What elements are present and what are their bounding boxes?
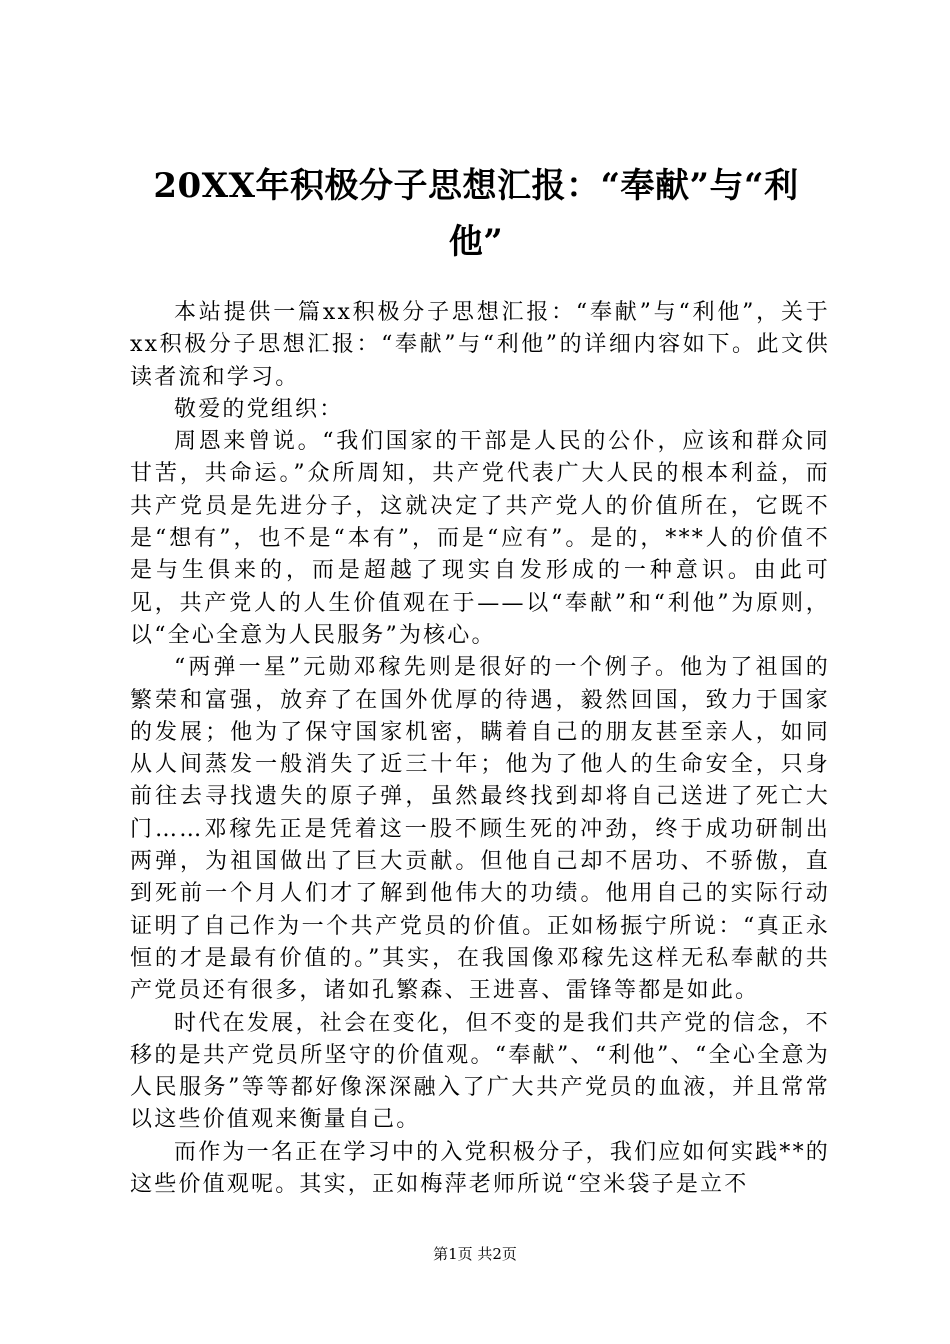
- body-paragraph: 周恩来曾说。“我们国家的干部是人民的公仆，应该和群众同甘苦，共命运。”众所周知，共产党代表广大人民的根本利益，而共产党员是先进分子，这就决定了共产党人的价值所在，它既不是“想有”，也不是“本有”，而是“应有”。是的，***人的价值不是与生俱来的，而是超越了现实自发形成的一种意识。由此可见，共产党人的人生价值观在于——以“奉献”和“利他”为原则，以“全心全意为人民服务”为核心。: [130, 429, 830, 648]
- document-title: 20XX年积极分子思想汇报：“奉献”与“利他”: [153, 166, 799, 262]
- intro-paragraph: 本站提供一篇xx积极分子思想汇报：“奉献”与“利他”，关于xx积极分子思想汇报：“奉献”与“利他”的详细内容如下。此文供读者流和学习。: [130, 300, 830, 390]
- document-body: [130, 297, 830, 1201]
- body-paragraph: 时代在发展，社会在变化，但不变的是我们共产党的信念，不移的是共产党员所坚守的价值观。“奉献”、“利他”、“全心全意为人民服务”等等都好像深深融入了广大共产党员的血液，并且常常以这些价值观来衡量自己。: [130, 1010, 830, 1133]
- page-number-footer: 第1页 共2页: [433, 1245, 517, 1263]
- body-paragraph: 而作为一名正在学习中的入党积极分子，我们应如何实践**的这些价值观呢。其实，正如梅萍老师所说“空米袋子是立不: [130, 1139, 830, 1198]
- body-paragraph: “两弹一星”元勋邓稼先则是很好的一个例子。他为了祖国的繁荣和富强，放弃了在国外优厚的待遇，毅然回国，致力于国家的发展；他为了保守国家机密，瞒着自己的朋友甚至亲人，如同从人间蒸发一般消失了近三十年；他为了他人的生命安全，只身前往去寻找遗失的原子弹，虽然最终找到却将自己送进了死亡大门……邓稼先正是凭着这一股不顾生死的冲劲，终于成功研制出两弹，为祖国做出了巨大贡献。但他自己却不居功、不骄傲，直到死前一个月人们才了解到他伟大的功绩。他用自己的实际行动证明了自己作为一个共产党员的价值。正如杨振宁所说：“真正永恒的才是最有价值的。”其实，在我国像邓稼先这样无私奉献的共产党员还有很多，诸如孔繁森、王进喜、雷锋等都是如此。: [130, 655, 830, 1004]
- salutation: 敬爱的党组织：: [174, 396, 344, 422]
